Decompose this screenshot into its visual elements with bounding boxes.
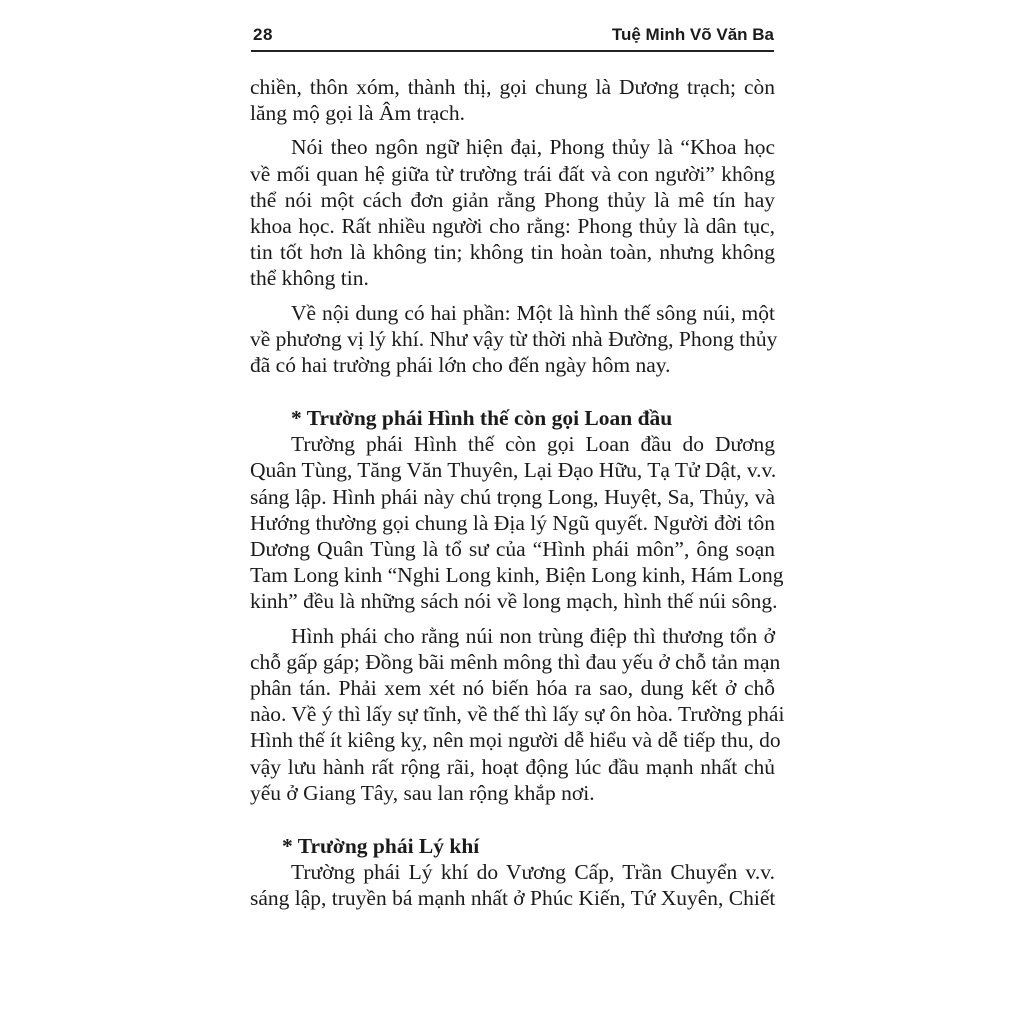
paragraph	[250, 431, 784, 614]
text-line: Hướng thường gọi chung là Địa lý Ngũ quyết. Người đời tôn	[250, 510, 775, 535]
page-header	[251, 22, 774, 52]
text-line: khoa học. Rất nhiều người cho rằng: Phong thủy là dân tục,	[250, 213, 775, 238]
text-line: đã có hai trường phái lớn cho đến ngày hôm nay.	[250, 352, 671, 377]
text-line: nào. Về ý thì lấy sự tĩnh, về thế thì lấy sự ôn hòa. Trường phái	[250, 702, 785, 727]
text-line: về mối quan hệ giữa từ trường trái đất và con người” không	[250, 161, 775, 186]
text-line: Trường phái Lý khí do Vương Cấp, Trần Chuyển v.v.	[291, 860, 775, 885]
text-line: vậy lưu hành rất rộng rãi, hoạt động lúc đầu mạnh nhất chủ	[250, 754, 775, 779]
text-line: chiền, thôn xóm, thành thị, gọi chung là Dương trạch; còn	[250, 75, 775, 99]
section-heading: * Trường phái Lý khí	[282, 833, 480, 858]
text-line: Về nội dung có hai phần: Một là hình thế sông núi, một	[291, 300, 775, 325]
text-line: kinh” đều là những sách nói về long mạch, hình thế núi sông.	[250, 589, 778, 614]
text-line: thể nói một cách đơn giản rằng Phong thủy là mê tín hay	[250, 187, 775, 212]
paragraph	[250, 623, 785, 806]
text-line: phân tán. Phải xem xét nó biến hóa ra sao, dung kết ở chỗ	[250, 675, 775, 700]
paragraph	[250, 74, 775, 126]
text-line: về phương vị lý khí. Như vậy từ thời nhà Đường, Phong thủy	[250, 326, 778, 351]
text-line: Nói theo ngôn ngữ hiện đại, Phong thủy là “Khoa học	[291, 135, 775, 160]
text-line: Trường phái Hình thế còn gọi Loan đầu do Dương	[291, 432, 775, 457]
text-line: Hình thế ít kiêng kỵ, nên mọi người dễ hiểu và dễ tiếp thu, do	[250, 728, 781, 753]
running-title: Tuệ Minh Võ Văn Ba	[611, 25, 774, 44]
page-number: 28	[253, 25, 273, 44]
text-line: Tam Long kinh “Nghi Long kinh, Biện Long kinh, Hám Long	[250, 563, 784, 588]
paragraph	[250, 134, 775, 291]
text-line: thể không tin.	[250, 266, 369, 291]
text-line: Dương Quân Tùng là tổ sư của “Hình phái môn”, ông soạn	[250, 537, 775, 561]
text-line: sáng lập, truyền bá mạnh nhất ở Phúc Kiến, Tứ Xuyên, Chiết	[250, 886, 776, 911]
text-line: sáng lập. Hình phái này chú trọng Long, Huyệt, Sa, Thủy, và	[250, 484, 775, 509]
text-line: Hình phái cho rằng núi non trùng điệp thì thương tổn ở	[291, 623, 775, 648]
text-line: lăng mộ gọi là Âm trạch.	[250, 101, 465, 126]
text-line: tin tốt hơn là không tin; không tin hoàn toàn, nhưng không	[250, 240, 775, 265]
text-line: Quân Tùng, Tăng Văn Thuyên, Lại Đạo Hữu, Tạ Tử Dật, v.v.	[250, 458, 777, 483]
text-line: yếu ở Giang Tây, sau lan rộng khắp nơi.	[250, 780, 595, 805]
paragraph	[250, 300, 778, 379]
body-text	[250, 74, 785, 911]
paragraph	[250, 859, 775, 911]
text-line: chỗ gấp gáp; Đồng bãi mênh mông thì đau yếu ở chỗ tản mạn	[250, 649, 781, 674]
section-heading: * Trường phái Hình thế còn gọi Loan đầu	[291, 406, 673, 431]
